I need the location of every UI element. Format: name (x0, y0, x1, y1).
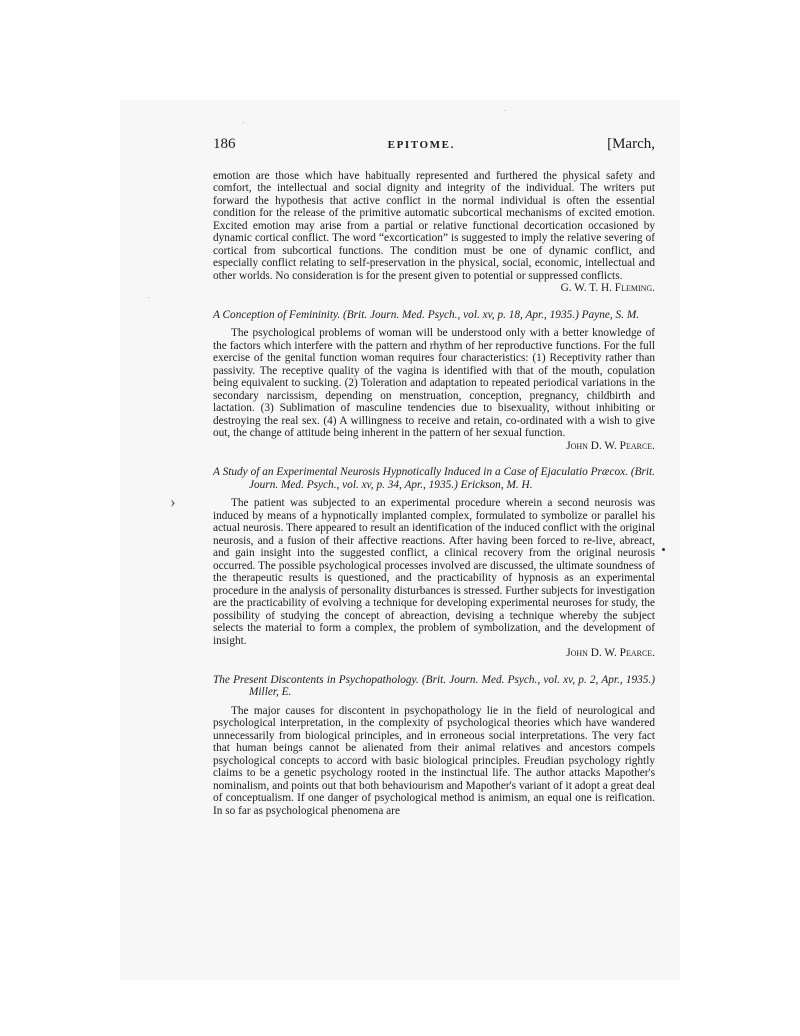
abstract-signature: G. W. T. H. Fleming. (560, 282, 655, 294)
article-citation: The Present Discontents in Psychopathology. (Brit. Journ. Med. Psych., vol. xv, p. 2, Apr., 1935.) Miller, E. (213, 673, 655, 698)
margin-dot-mark (662, 548, 665, 551)
speck (505, 110, 506, 111)
article-abstract: The patient was subjected to an experimental procedure wherein a second neurosis was induced by means of a hypnotically implanted complex, formulated to symbolize or parallel his actual neurosis. There appeared to result an identification of the induced conflict with the original neurosis, and a fusion of their affective reactions. After having been forced to re-live, abreact, and gain insight into the suggested conflict, a clinical recovery from the original neurosis occurred. The possible psychological processes involved are discussed, the ultimate soundness of the therapeutic results is questioned, and the practicability of hypnosis as an experimental procedure in the analysis of personality disturbances is stressed. Further subjects for investigation are the practicability of evolving a technique for developing experimental neuroses for study, the possibility of studying the concept of abreaction, devising a technique whereby the subject selects the material to form a complex, the problem of symbolization, and the development of insight. (213, 497, 655, 647)
running-head (213, 138, 655, 152)
running-title: EPITOME. (387, 139, 455, 151)
abstract-signature: John D. W. Pearce. (566, 647, 655, 659)
article-citation: A Study of an Experimental Neurosis Hypnotically Induced in a Case of Ejaculatio Præcox. (Brit. Journ. Med. Psych., vol. xv, p. 34, Apr., 1935.) Erickson, M. H. (213, 466, 655, 491)
margin-chevron-mark: › (170, 492, 176, 511)
article-citation: A Conception of Femininity. (Brit. Journ. Med. Psych., vol. xv, p. 18, Apr., 1935.) Payne, S. M. (213, 308, 640, 321)
page-number: 186 (213, 136, 236, 152)
abstract-signature: John D. W. Pearce. (566, 439, 655, 452)
journal-page (213, 138, 655, 817)
speck (243, 122, 244, 123)
speck (148, 297, 149, 298)
continued-abstract-text: emotion are those which have habitually represented and furthered the physical safety and comfort, the intellectual and social dignity and integrity of the individual. The writers put forward the hypothesis that active conflict in the normal individual is often the essential condition for the release of the primitive automatic subcortical mechanisms of excited emotion. Excited emotion may arise from a partial or relative functional decortication occasioned by dynamic cortical conflict. The word “excortication” is suggested to imply the relative severing of cortical from subcortical functions. The condition must be one of dynamic conflict, and especially conflict relating to self-preservation in the physical, social, economic, intellectual and other worlds. No consideration is for the present given to potential or suppressed conflicts. (213, 169, 655, 282)
article-abstract: The psychological problems of woman will be understood only with a better knowledge of the factors which interfere with the pattern and rhythm of her reproductive functions. For the full exercise of the genital function woman requires four characteristics: (1) Receptivity rather than passivity. The receptive quality of the vagina is identified with that of the mouth, copulation being equivalent to sucking. (2) Toleration and adaptation to repeated periodical variations in the secondary narcissism, depending on menstruation, conception, pregnancy, childbirth and lactation. (3) Sublimation of masculine tendencies due to bisexuality, without inhibiting or destroying the real sex. (4) A willingness to receive and retain, co-ordinated with a wish to give out, the change of attitude being inherent in the pattern of her sexual function. (213, 327, 655, 439)
running-date: [March, (607, 136, 655, 152)
article-abstract: The major causes for discontent in psychopathology lie in the field of neurological and psychological interpretation, in the complexity of psychological theories which have wandered unnecessarily from biological principles, and in erroneous social interpretations. The very fact that human beings cannot be alienated from their animal relatives and ancestors compels psychological concepts to accord with basic biological principles. Freudian psychology rightly claims to be a genetic psychology rooted in the instinctual life. The author attacks Mapother's nominalism, and points out that both behaviourism and Mapother's variant of it adopt a great deal of conceptualism. If one danger of psychological method is animism, an equal one is reification. In so far as psychological phenomena are (213, 704, 655, 817)
